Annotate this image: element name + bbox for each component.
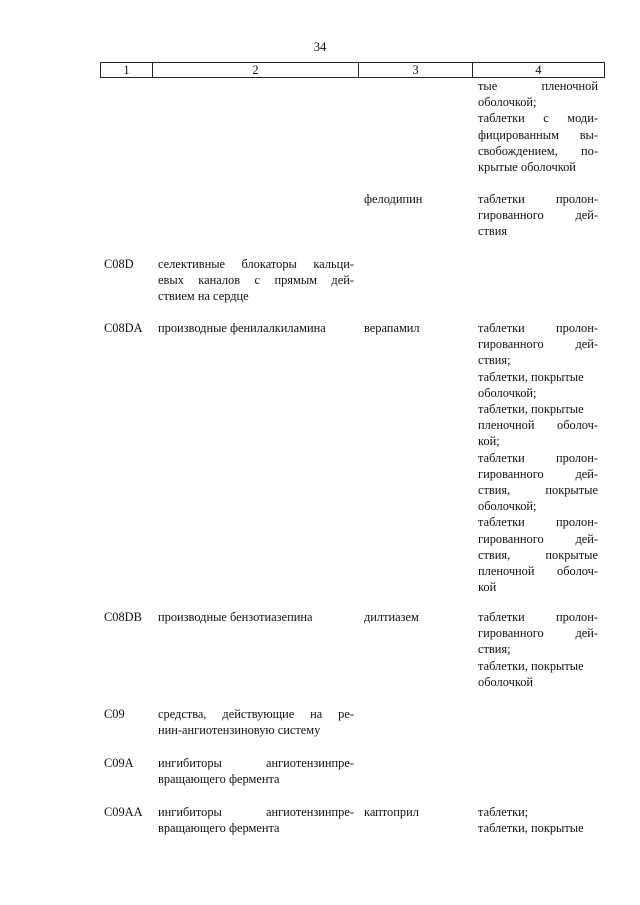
group-name xyxy=(158,609,354,625)
dosage-form-line: гированного дей- xyxy=(478,208,598,223)
group-name-line: ингибиторы ангиотензинпре- xyxy=(158,805,354,819)
dosage-form-line: оболочкой; xyxy=(478,95,537,110)
drug-name: фелодипин xyxy=(364,192,423,206)
column-header-table xyxy=(100,62,605,78)
dosage-forms xyxy=(478,78,598,175)
dosage-form-line: таблетки, покрытые xyxy=(478,658,584,673)
dosage-form-line: гированного дей- xyxy=(478,626,598,641)
dosage-form-line: таблетки с моди- xyxy=(478,111,598,126)
drug-name: каптоприл xyxy=(364,805,419,819)
group-name-line: средства, действующие на ре- xyxy=(158,707,354,721)
dosage-form-line: крытые оболочкой xyxy=(478,160,576,175)
dosage-form-line: таблетки пролон- xyxy=(478,192,598,206)
group-name-line: ствием на сердце xyxy=(158,289,249,304)
group-name xyxy=(158,320,354,336)
group-name-line: нин-ангиотензиновую систему xyxy=(158,723,321,738)
group-name xyxy=(158,256,354,305)
dosage-form-line: оболочкой; xyxy=(478,499,537,514)
group-name xyxy=(158,804,354,836)
atc-code: C09A xyxy=(104,756,134,770)
column-header-2: 2 xyxy=(153,63,359,78)
dosage-form-line: ствия xyxy=(478,224,508,239)
dosage-form-line: пленочной оболоч- xyxy=(478,564,598,579)
page-number: 34 xyxy=(313,40,327,54)
atc-code: C09AA xyxy=(104,805,143,819)
column-header-1: 1 xyxy=(101,63,153,78)
dosage-form-line: свобождением, по- xyxy=(478,143,598,158)
dosage-form-line: ствия; xyxy=(478,642,511,657)
dosage-form-line: таблетки, покрытые xyxy=(478,369,584,384)
dosage-form-line: оболочкой xyxy=(478,674,534,689)
dosage-form-line: фицированным вы- xyxy=(478,127,598,142)
group-name-line: производные бензотиазепина xyxy=(158,610,313,624)
dosage-forms xyxy=(478,804,598,836)
dosage-form-line: кой xyxy=(478,580,497,595)
atc-code: C08D xyxy=(104,257,134,271)
atc-code: C08DA xyxy=(104,321,143,335)
dosage-form-line: гированного дей- xyxy=(478,466,598,481)
dosage-form-line: пленочной оболоч- xyxy=(478,418,598,433)
dosage-forms xyxy=(478,191,598,240)
atc-code: C08DB xyxy=(104,610,142,624)
dosage-form-line: кой; xyxy=(478,434,500,449)
group-name xyxy=(158,755,354,787)
group-name-line: вращающего фермента xyxy=(158,772,280,787)
dosage-form-line: таблетки, покрытые xyxy=(478,821,584,836)
group-name-line: вращающего фермента xyxy=(158,821,280,836)
drug-name: дилтиазем xyxy=(364,610,419,624)
group-name xyxy=(158,706,354,738)
column-header-4: 4 xyxy=(473,63,605,78)
dosage-form-line: таблетки, покрытые xyxy=(478,402,584,417)
dosage-form-line: ствия, покрытые xyxy=(478,483,598,498)
dosage-form-line: тые пленочной xyxy=(478,79,598,93)
group-name-line: производные фенилалкиламина xyxy=(158,321,326,335)
dosage-form-line: таблетки пролон- xyxy=(478,450,598,465)
group-name-line: евых каналов с прямым дей- xyxy=(158,273,354,288)
dosage-forms xyxy=(478,609,598,690)
drug-name: верапамил xyxy=(364,321,420,335)
atc-code: C09 xyxy=(104,707,125,721)
dosage-form-line: оболочкой; xyxy=(478,385,537,400)
group-name-line: селективные блокаторы кальци- xyxy=(158,257,354,271)
dosage-forms xyxy=(478,320,598,595)
dosage-form-line: таблетки пролон- xyxy=(478,515,598,530)
dosage-form-line: таблетки пролон- xyxy=(478,610,598,624)
column-header-row xyxy=(101,63,605,78)
dosage-form-line: ствия, покрытые xyxy=(478,547,598,562)
dosage-form-line: ствия; xyxy=(478,353,511,368)
dosage-form-line: таблетки пролон- xyxy=(478,321,598,335)
group-name-line: ингибиторы ангиотензинпре- xyxy=(158,756,354,770)
dosage-form-line: гированного дей- xyxy=(478,531,598,546)
dosage-form-line: гированного дей- xyxy=(478,337,598,352)
column-header-3: 3 xyxy=(359,63,473,78)
dosage-form-line: таблетки; xyxy=(478,805,529,819)
